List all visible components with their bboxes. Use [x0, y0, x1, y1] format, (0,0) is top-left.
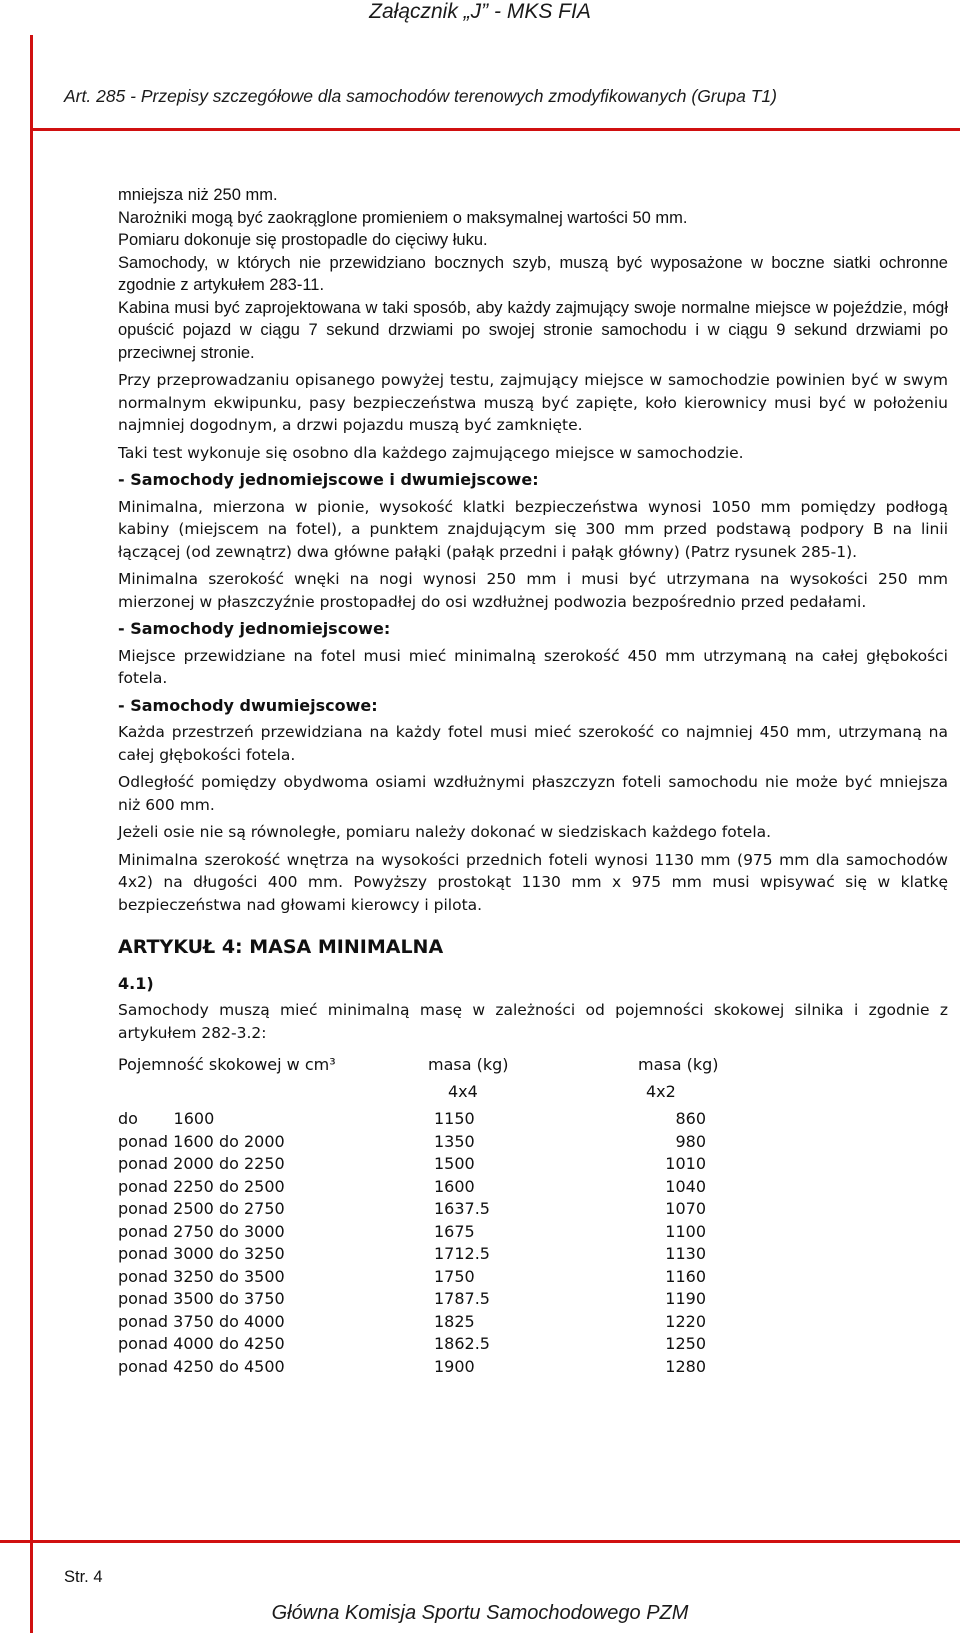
cell-mass-4x2: 1220: [665, 1311, 706, 1331]
column-subheader-4x2: 4x2: [646, 1082, 676, 1101]
cell-mass-4x4: 1637.5: [434, 1199, 490, 1218]
cell-capacity: ponad 4250 do 4500: [118, 1356, 285, 1376]
table-row: [118, 1221, 948, 1244]
margin-rule: [30, 35, 33, 1633]
cell-mass-4x4: 1350: [434, 1131, 475, 1151]
subsection-heading: 4.1): [118, 973, 154, 993]
table-rows: [118, 1108, 948, 1378]
footer-rule: [0, 1540, 960, 1543]
paragraph: Jeżeli osie nie są równoległe, pomiaru należy dokonać w siedziskach każdego fotela.: [118, 823, 772, 841]
paragraph: Samochody muszą mieć minimalną masę w zależności od pojemności skokowej silnika i zgodnie z artykułem 282-3.2:: [118, 1001, 948, 1042]
paragraph: Każda przestrzeń przewidziana na każdy fotel musi mieć szerokość co najmniej 450 mm, utrzymaną na całej głębokości fotela.: [118, 723, 948, 764]
cell-mass-4x4: 1600: [434, 1176, 475, 1196]
section-heading: - Samochody jednomiejscowe:: [118, 619, 391, 638]
paragraph: Odległość pomiędzy obydwoma osiami wzdłużnymi płaszczyzn foteli samochodu nie może być mniejsza niż 600 mm.: [118, 773, 948, 814]
header-rule: [30, 128, 960, 131]
paragraph: Minimalna, mierzona w pionie, wysokość klatki bezpieczeństwa wynosi 1050 mm pomiędzy podłogą kabiny (miejscem na fotel), a punktem znajdującym się 300 mm przed podstawą podpory B na linii łączącej (od zewnątrz) dwa główne pałąki (pałąk przedni i pałąk główny) (Patrz rysunek 285-1).: [118, 497, 948, 561]
cell-capacity: ponad 3750 do 4000: [118, 1311, 285, 1331]
column-header-4x4: masa (kg): [428, 1055, 509, 1074]
cell-mass-4x2: 1040: [665, 1176, 706, 1196]
cell-capacity: ponad 1600 do 2000: [118, 1131, 285, 1151]
cell-mass-4x2: 980: [675, 1131, 706, 1151]
paragraph: Taki test wykonuje się osobno dla każdego zajmującego miejsce w samochodzie.: [118, 443, 744, 462]
cell-mass-4x4: 1150: [434, 1109, 475, 1128]
column-header-capacity: Pojemność skokowej w cm³: [118, 1055, 336, 1074]
cell-mass-4x4: 1862.5: [434, 1334, 490, 1353]
cell-mass-4x4: 1750: [434, 1266, 475, 1286]
cell-mass-4x2: 1100: [665, 1221, 706, 1241]
cell-capacity: ponad 4000 do 4250: [118, 1334, 285, 1353]
paragraph: Miejsce przewidziane na fotel musi mieć minimalną szerokość 450 mm utrzymaną na całej głębokości fotela.: [118, 646, 948, 687]
section-heading: - Samochody dwumiejscowe:: [118, 695, 378, 715]
cell-capacity: ponad 2000 do 2250: [118, 1154, 285, 1173]
paragraph: Narożniki mogą być zaokrąglone promieniem o maksymalnej wartości 50 mm.: [118, 208, 688, 227]
table-row: [118, 1153, 948, 1176]
cell-capacity: do 1600: [118, 1109, 215, 1128]
column-subheader-4x4: 4x4: [448, 1082, 478, 1101]
cell-mass-4x2: 1190: [665, 1289, 706, 1308]
paragraph: Przy przeprowadzaniu opisanego powyżej testu, zajmujący miejsce w samochodzie powinien być w swym normalnym ekwipunku, pasy bezpieczeństwa muszą być zapięte, koło kierownicy musi być w położeniu najmniej dogodnym, a drzwi pojazdu muszą być zamknięte.: [118, 371, 948, 434]
cell-mass-4x4: 1500: [434, 1154, 475, 1173]
cell-capacity: ponad 2750 do 3000: [118, 1221, 285, 1241]
cell-capacity: ponad 2250 do 2500: [118, 1176, 285, 1196]
document-title: Załącznik „J” - MKS FIA: [369, 0, 591, 23]
table-row: [118, 1311, 948, 1334]
cell-mass-4x4: 1825: [434, 1311, 475, 1331]
page-number: Str. 4: [64, 1568, 103, 1586]
column-header-4x2: masa (kg): [638, 1055, 719, 1074]
cell-capacity: ponad 2500 do 2750: [118, 1199, 285, 1218]
table-row: [118, 1266, 948, 1289]
cell-mass-4x2: 1070: [665, 1199, 706, 1218]
cell-mass-4x2: 1010: [665, 1154, 706, 1173]
article-header: Art. 285 - Przepisy szczegółowe dla samochodów terenowych zmodyfikowanych (Grupa T1): [64, 86, 777, 106]
cell-mass-4x2: 1250: [665, 1334, 706, 1353]
table-row: [118, 1131, 948, 1154]
table-subheader-row: [118, 1081, 948, 1108]
cell-mass-4x2: 1160: [665, 1266, 706, 1286]
article-heading: ARTYKUŁ 4: MASA MINIMALNA: [118, 936, 444, 958]
section-heading: - Samochody jednomiejscowe i dwumiejscowe:: [118, 470, 539, 489]
mass-table: [118, 1054, 948, 1378]
cell-capacity: ponad 3250 do 3500: [118, 1266, 285, 1286]
cell-mass-4x2: 860: [675, 1109, 706, 1128]
cell-mass-4x4: 1675: [434, 1221, 475, 1241]
paragraph: Pomiaru dokonuje się prostopadle do cięciwy łuku.: [118, 231, 488, 249]
paragraph: Samochody, w których nie przewidziano bocznych szyb, muszą być wyposażone w boczne siatki ochronne zgodnie z artykułem 283-11.: [118, 253, 948, 294]
table-header-row: [118, 1054, 948, 1081]
cell-mass-4x4: 1900: [434, 1356, 475, 1376]
footer-organization: Główna Komisja Sportu Samochodowego PZM: [271, 1602, 689, 1624]
cell-mass-4x2: 1280: [665, 1356, 706, 1376]
table-row: [118, 1198, 948, 1221]
table-row: [118, 1176, 948, 1199]
paragraph: mniejsza niż 250 mm.: [118, 186, 278, 204]
paragraph: Minimalna szerokość wnęki na nogi wynosi 250 mm i musi być utrzymana na wysokości 250 mm mierzonej w płaszczyźnie prostopadłej do osi wzdłużnej podwozia bezpośrednio przed pedałami.: [118, 570, 948, 611]
paragraph: Kabina musi być zaprojektowana w taki sposób, aby każdy zajmujący swoje normalne miejsce w pojeździe, mógł opuścić pojazd w ciągu 7 sekund drzwiami po swojej stronie samochodu i w ciągu 9 sekund drzwiami po przeciwnej stronie.: [118, 298, 948, 362]
cell-mass-4x4: 1712.5: [434, 1244, 490, 1263]
table-row: [118, 1108, 948, 1131]
table-row: [118, 1243, 948, 1266]
table-row: [118, 1356, 948, 1379]
paragraph: Minimalna szerokość wnętrza na wysokości przednich foteli wynosi 1130 mm (975 mm dla samochodów 4x2) na długości 400 mm. Powyższy prostokąt 1130 mm x 975 mm musi wpisywać się w klatkę bezpieczeństwa nad głowami kierowcy i pilota.: [118, 850, 948, 914]
document-body: [118, 184, 948, 1378]
table-row: [118, 1288, 948, 1311]
table-row: [118, 1333, 948, 1356]
cell-mass-4x4: 1787.5: [434, 1289, 490, 1308]
cell-capacity: ponad 3000 do 3250: [118, 1244, 285, 1263]
cell-mass-4x2: 1130: [665, 1244, 706, 1263]
cell-capacity: ponad 3500 do 3750: [118, 1289, 285, 1308]
